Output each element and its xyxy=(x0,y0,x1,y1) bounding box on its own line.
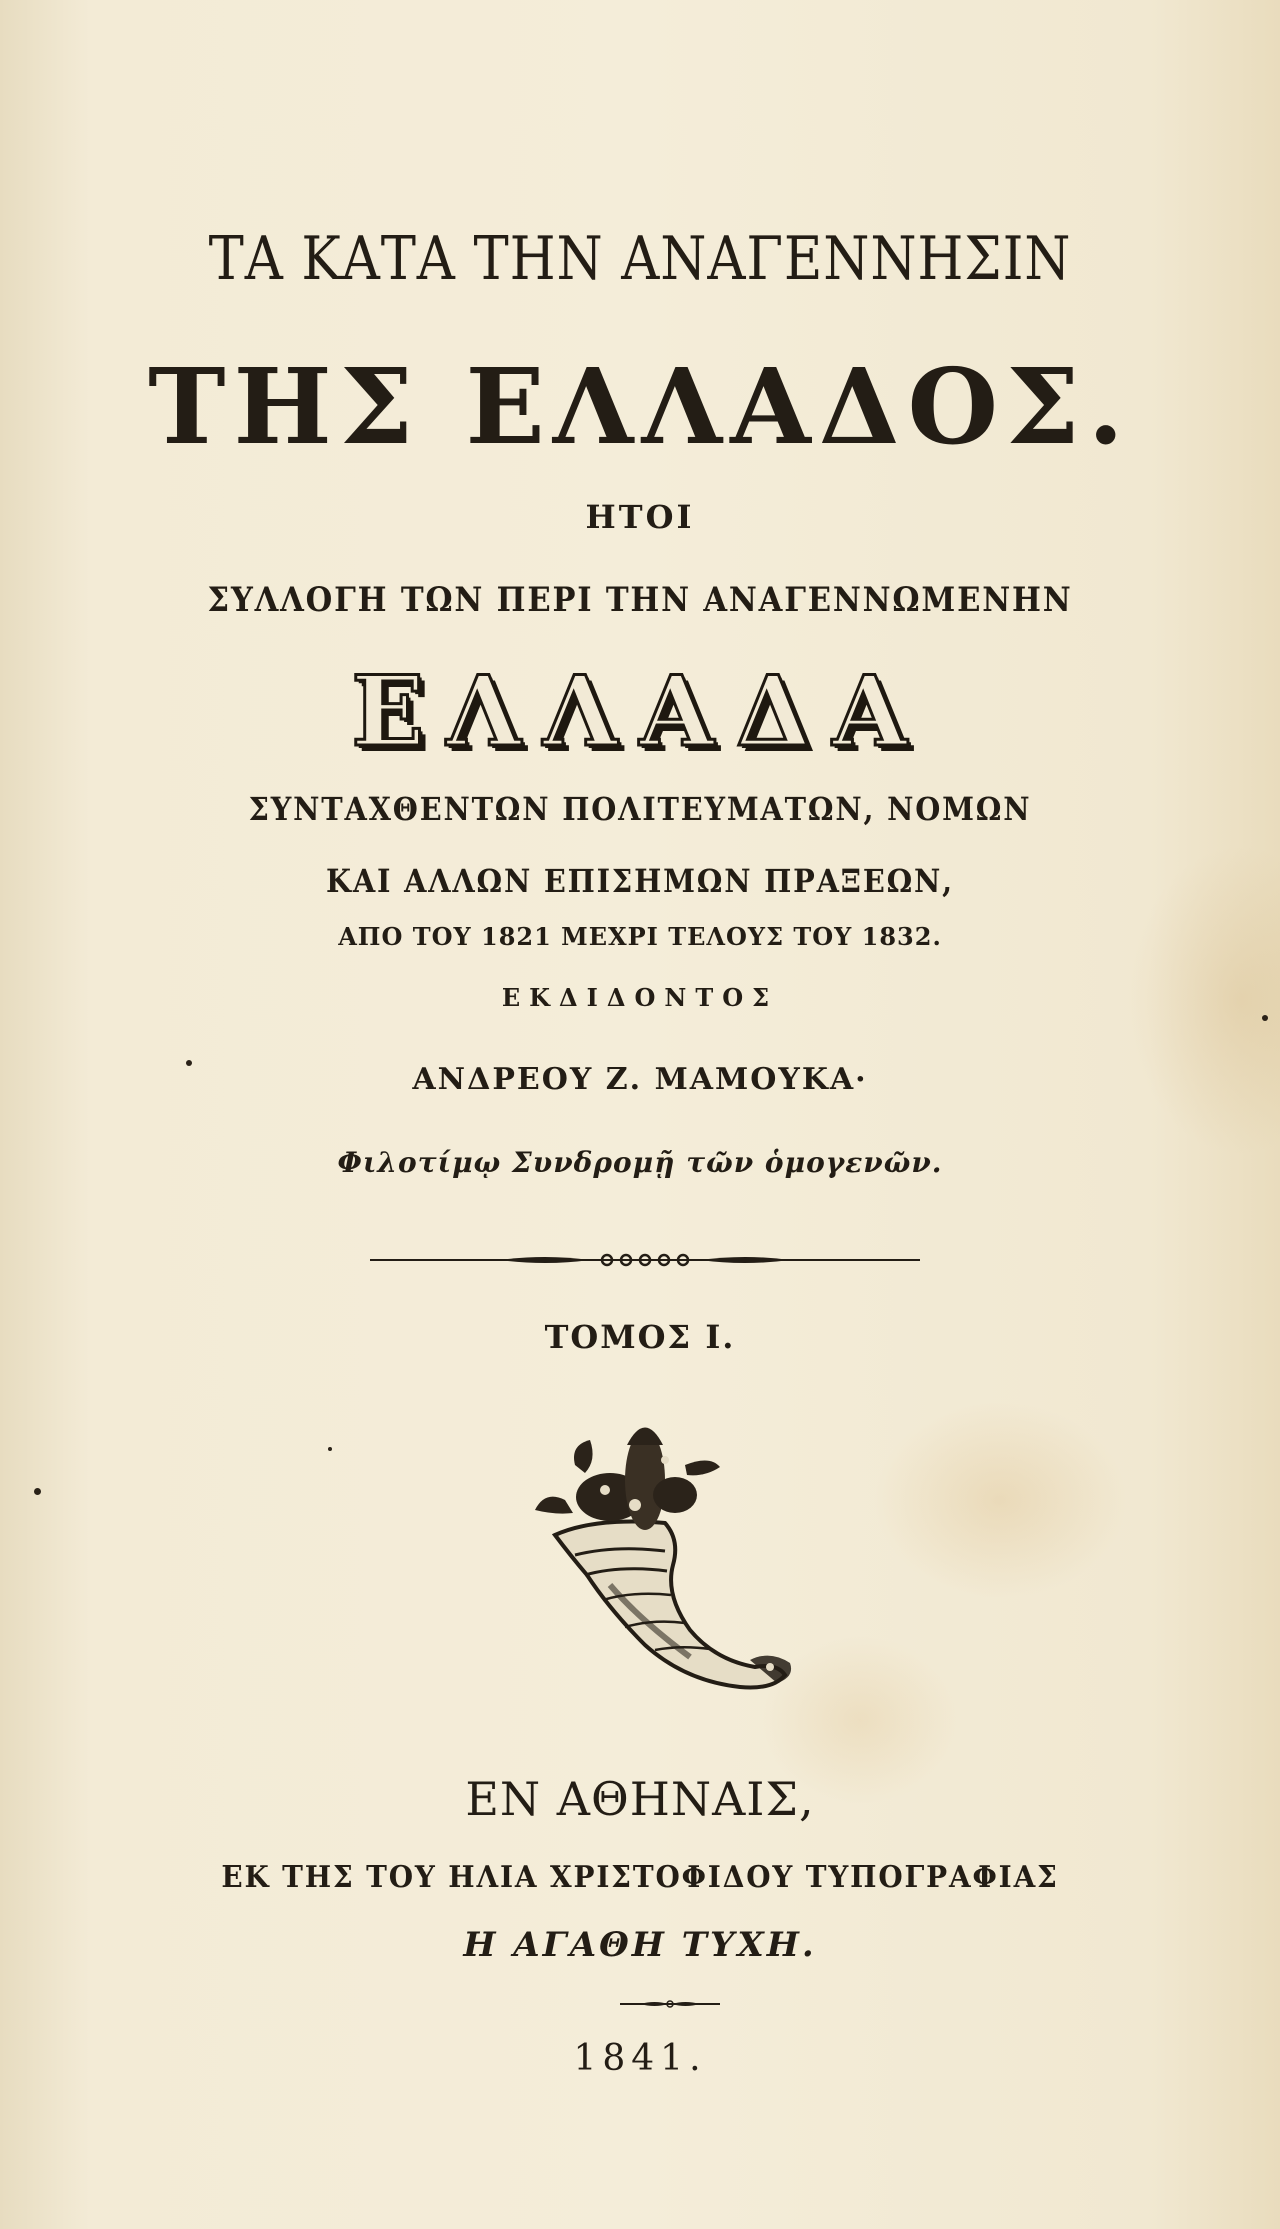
dedication-line: Φιλοτίμῳ Συνδρομῇ τῶν ὁμογενῶν. xyxy=(337,1146,943,1179)
printer-line: ΕΚ ΤΗΣ ΤΟΥ ΗΛΙΑ ΧΡΙΣΤΟΦΙΔΟΥ ΤΥΠΟΓΡΑΦΙΑΣ xyxy=(221,1860,1059,1895)
ink-speck xyxy=(328,1447,332,1451)
subtitle-line: ΣΥΛΛΟΓΗ ΤΩΝ ΠΕΡΙ ΤΗΝ ΑΝΑΓΕΝΝΩΜΕΝΗΝ xyxy=(207,580,1073,620)
motto-line: Η ΑΓΑΘΗ ΤΥΧΗ. xyxy=(463,1925,817,1965)
small-ornamental-rule-icon xyxy=(620,1998,720,2010)
title-line-2: ΤΗΣ ΕΛΛΑΔΟΣ. xyxy=(148,345,1132,468)
ornamental-dotted-rule-icon xyxy=(370,1250,920,1270)
author-name: ΑΝΔΡΕΟΥ Ζ. ΜΑΜΟΥΚΑ· xyxy=(412,1062,868,1097)
ink-speck xyxy=(34,1488,41,1495)
description-line-3: ΑΠΟ ΤΟΥ 1821 ΜΕΧΡΙ ΤΕΛΟΥΣ ΤΟΥ 1832. xyxy=(338,922,942,951)
ink-speck xyxy=(1262,1015,1268,1021)
ink-speck xyxy=(186,1060,192,1066)
description-line-2: ΚΑΙ ΑΛΛΩΝ ΕΠΙΣΗΜΩΝ ΠΡΑΞΕΩΝ, xyxy=(326,862,954,900)
year-line: 1841. xyxy=(573,2038,707,2079)
htoi-label: ΗΤΟΙ xyxy=(585,498,695,536)
title-line-1: ΤΑ ΚΑΤΑ ΤΗΝ ΑΝΑΓΕΝΝΗΣΙΝ xyxy=(208,224,1072,294)
decorative-word-hellada xyxy=(0,655,1280,768)
description-line-1: ΣΥΝΤΑΧΘΕΝΤΩΝ ΠΟΛΙΤΕΥΜΑΤΩΝ, ΝΟΜΩΝ xyxy=(248,790,1032,828)
decorative-word-text: ΕΛΛΑΔΑ xyxy=(351,655,929,768)
city-line: ΕΝ ΑΘΗΝΑΙΣ, xyxy=(465,1772,815,1826)
volume-label: ΤΟΜΟΣ Ι. xyxy=(544,1318,736,1356)
cornucopia-icon xyxy=(515,1405,815,1705)
ekdidontos-label: ΕΚΔΙΔΟΝΤΟΣ xyxy=(501,983,779,1012)
